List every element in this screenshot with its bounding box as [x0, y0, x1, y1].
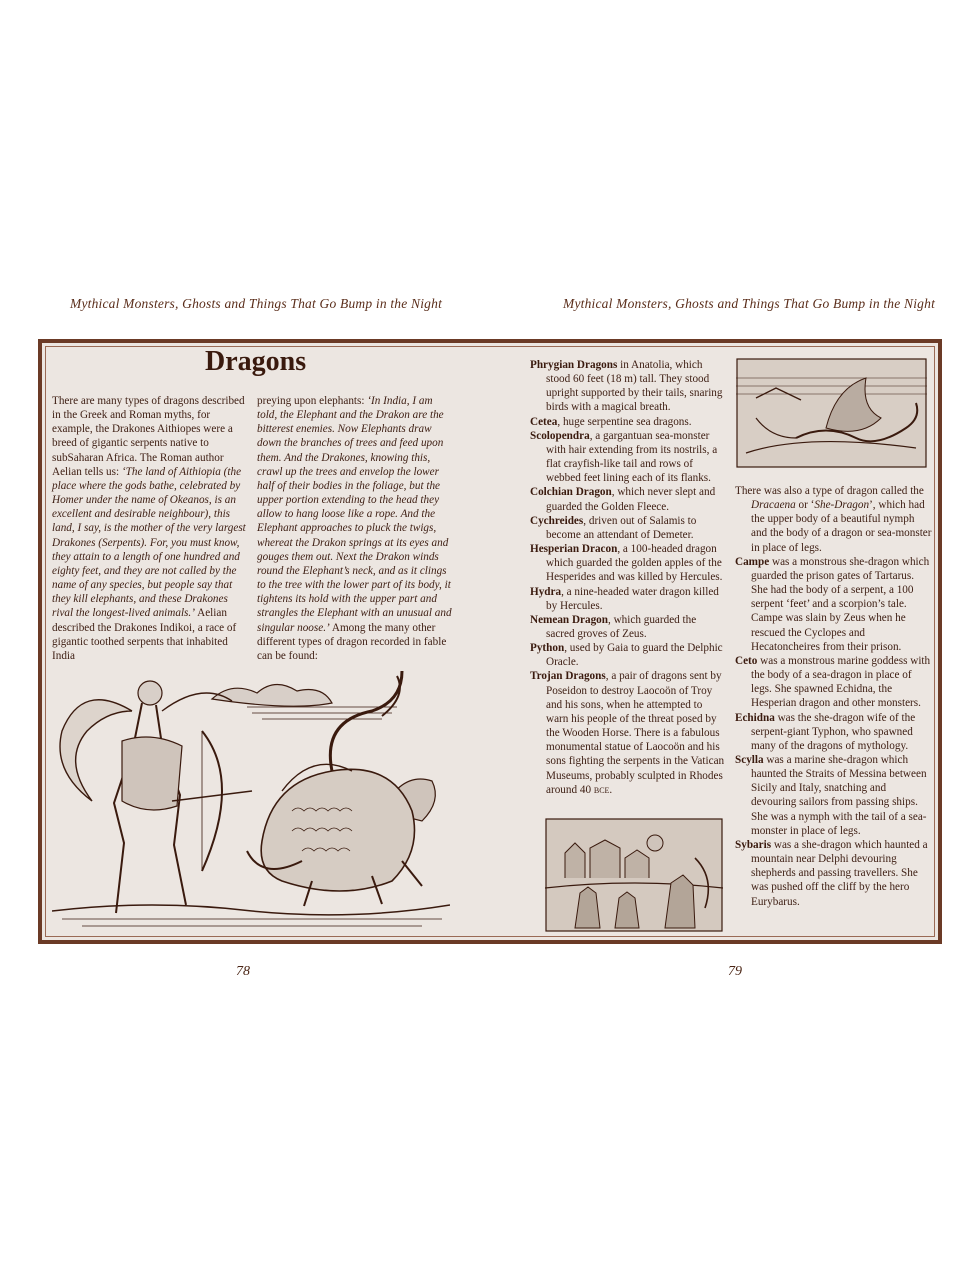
running-head-right: Mythical Monsters, Ghosts and Things That Go Bump in the Night — [563, 296, 936, 311]
elephant-quote: ‘In India, I am told, the Elephant and the Drakon are the bitterest enemies. Now Elephants draw down the branches of trees and feed upon them. And the Drakones, knowing this, crawl up the trees and envelop the lower half of their bodies in the foliage, but the upper portion extending to the head they allow to hang loose like a rope. And the Elephant approaches to pluck the twigs, whereat the Drakon springs at its eyes and gouges them out. Next the Drakon winds round the Elephant’s neck, and as it clings to the tree with the lower part of its body, it tightens its hold with the upper part and strangles the Elephant with an unusual and singular noose.’ — [257, 395, 452, 634]
entry-cetea: Cetea, huge serpentine sea dragons. — [530, 415, 692, 428]
column-right-2-she-dragons — [735, 484, 933, 909]
entry-sybaris: Sybaris was a she-dragon which haunted a mountain near Delphi devouring shepherds and passing travellers. She was pushed off the cliff by the hero Eurybarus. — [735, 838, 928, 908]
entry-scylla: Scylla was a marine she-dragon which haunted the Straits of Messina between Sicily and Italy, snatching and devouring sailors from passing ships. She was a nymph with the tail of a sea-monster in place of legs. — [735, 753, 927, 837]
woodcut-hero-dragon-illustration — [52, 671, 450, 931]
entry-ceto: Ceto was a monstrous marine goddess with the body of a sea-dragon in place of legs. She spawned Echidna, the Hesperian dragon and other monsters. — [735, 654, 931, 710]
paragraph-dracaena: There was also a type of dragon called the Dracaena or ‘She-Dragon’, which had the upper body of a beautiful nymph and the body of a dragon or sea-monster in place of legs. — [735, 485, 932, 554]
column-left-1 — [52, 394, 248, 663]
entry-trojan-dragons: Trojan Dragons, a pair of dragons sent by Poseidon to destroy Laocoön of Troy and his sons, when he attempted to warn his people of the threat posed by the Wooden Horse. There is a fabulous monumental statue of Laocoön and his sons fighting the serpents in the Vatican Museums, probably sculpted in Rhodes around 40 bce. — [530, 670, 725, 796]
column-right-1-dragon-list — [530, 358, 726, 797]
entry-colchian-dragon: Colchian Dragon, which never slept and guarded the Golden Fleece. — [530, 486, 716, 513]
entry-cychreides: Cychreides, driven out of Salamis to become an attendant of Demeter. — [530, 514, 697, 541]
running-head-left: Mythical Monsters, Ghosts and Things That Go Bump in the Night — [70, 296, 443, 311]
page-number-right: 79 — [728, 964, 742, 979]
winged-dragon-drawing — [736, 358, 927, 468]
town-scene-drawing — [545, 818, 723, 932]
entry-hydra: Hydra, a nine-headed water dragon killed by Hercules. — [530, 585, 719, 612]
entry-hesperian-dracon: Hesperian Dracon, a 100-headed dragon which guarded the golden apples of the Hesperides and was killed by Hercules. — [530, 543, 723, 584]
entry-campe: Campe was a monstrous she-dragon which guarded the prison gates of Tartarus. She had the body of a serpent, a 100 serpent ‘feet’ and a scorpion’s tale. Campe was slain by Zeus when he rescued the Cyclopes and Hecatoncheires from their prison. — [735, 555, 930, 653]
paragraph-intro: There are many types of dragons described in the Greek and Roman myths, for example, the Drakones Aithiopes were a breed of gigantic serpents native to subSaharan Africa. The Roman author Aelian tells us: ‘The land of Aithiopia (the place where the gods bathe, celebrated by Homer under the name of Okeanos, is an excellent and desirable neighbour), this land, I say, is the mother of the very largest Drakones (Serpents). For, you must know, they attain to a length of one hundred and eighty feet, and they are not called by the name of any species, but people say that they kill elephants, and these Drakones rival the longest-lived animals.’ Aelian described the Drakones Indikoi, a race of gigantic toothed serpents that inhabited India — [52, 395, 246, 662]
entry-phrygian-dragons: Phrygian Dragons in Anatolia, which stood 60 feet (18 m) tall. They stood upright supported by their tails, snaring birds with a magical breath. — [530, 359, 723, 414]
entry-nemean-dragon: Nemean Dragon, which guarded the sacred groves of Zeus. — [530, 613, 697, 640]
entry-echidna: Echidna was the she-dragon wife of the serpent-giant Typhon, who spawned many of the dragons of mythology. — [735, 711, 916, 752]
paragraph-elephants: preying upon elephants: ‘In India, I am told, the Elephant and the Drakon are the bitterest enemies. Now Elephants draw down the branches of trees and feed upon them. And the Drakones, knowing this, crawl up the trees and envelop the lower half of their bodies in the foliage, but the upper portion extending to the head they allow to hang loose like a rope. And the Elephant approaches to pluck the twigs, whereat the Drakon springs at its eyes and gouges them out. Next the Drakon winds round the Elephant’s neck, and as it clings to the tree with the lower part of its body, it tightens its hold with the upper part and strangles the Elephant with an unusual and singular noose.’ Among the many other different types of dragon recorded in fable can be found: — [257, 395, 452, 662]
page-title: Dragons — [205, 346, 307, 377]
woodcut-winged-dragon-illustration — [736, 358, 927, 468]
page-number-left: 78 — [236, 964, 250, 979]
column-left-2 — [257, 394, 452, 663]
woodcut-town-scene-illustration — [545, 818, 723, 932]
aelian-quote: ‘The land of Aithiopia (the place where the gods bathe, celebrated by Homer under the name of Okeanos, is an excellent and desirable neighbour), this land, I say, is the mother of the very largest Drakones (Serpents). For, you must know, they attain to a length of one hundred and eighty feet, and they are not called by the name of any species, but people say that they kill elephants, and these Drakones rival the longest-lived animals.’ — [52, 465, 246, 620]
entry-python: Python, used by Gaia to guard the Delphic Oracle. — [530, 642, 723, 669]
hero-dragon-drawing — [52, 671, 450, 931]
entry-scolopendra: Scolopendra, a gargantuan sea-monster with hair extending from its nostrils, a flat crayfish-like tail and rows of webbed feet lining each of its flanks. — [530, 429, 718, 485]
